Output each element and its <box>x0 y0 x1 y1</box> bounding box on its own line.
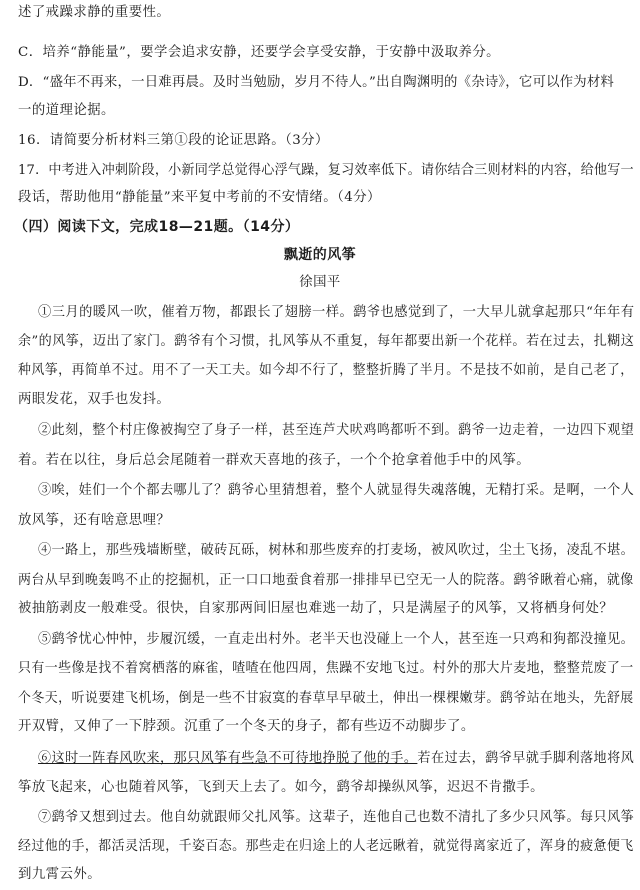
paragraph-3-line: 放风筝，还有啥意思哩？ <box>18 513 171 528</box>
paragraph-2-line: ②此刻，整个村庄像被掏空了身子一样，甚至连芦犬吠鸡鸣都听不到。鹞爷一边走着，一边四下观望 <box>38 423 635 438</box>
paragraph-6-line <box>38 750 634 768</box>
paragraph-6-rest: 若在过去，鹞爷早就手脚利落地将风 <box>417 751 635 766</box>
paragraph-4-line: ④一路上，那些残墙断壁，破砖瓦砾，树林和那些废弃的打麦场，被风吹过，尘土飞扬，凌乱不堪。 <box>38 543 635 558</box>
paragraph-1-line: ①三月的暖风一吹，催着万物，都跟长了翅膀一样。鹞爷也感觉到了，一大早儿就拿起那只“年年有 <box>38 305 635 320</box>
paragraph-3-line: ③唉，娃们一个个都去哪儿了？鹞爷心里猜想着，整个人就显得失魂落魄，无精打采。是啊，一个人 <box>38 483 635 498</box>
paragraph-7-line: 经过他的手，都活灵活现，千姿百态。那些走在归途上的人老远瞅着，就觉得离家近了，浑身的疲惫便飞 <box>18 839 634 854</box>
paragraph-7-line: ⑦鹞爷又想到过去。他自幼就跟师父扎风筝。这辈子，连他自己也数不清扎了多少只风筝。每只风筝 <box>38 810 635 825</box>
paragraph-1-line: 余”的风筝，迈出了家门。鹞爷有个习惯，扎风筝从不重复，每年都要出新一个花样。若在过去，扎糊这 <box>18 334 635 349</box>
option-c: C．培养“静能量”，要学会追求安静，还要学会享受安静，于安静中汲取养分。 <box>18 45 501 60</box>
paragraph-5-line: 只有一些像是找不着窝栖落的麻雀，喳喳在他四周，焦躁不安地飞过。村外的那大片麦地，整整荒废了一 <box>18 661 634 676</box>
paragraph-1-line: 两眼发花，双手也发抖。 <box>18 392 171 407</box>
article-title: 飘逝的风筝 <box>283 247 357 263</box>
paragraph-5-line: 个冬天，听说要建飞机场，倒是一些不甘寂寞的春草早早破土，伸出一棵棵嫩芽。鹞爷站在地头，先舒展 <box>18 691 634 706</box>
underlined-sentence: ⑥这时一阵春风吹来，那只风筝有些急不可待地挣脱了他的手。 <box>38 751 418 766</box>
paragraph-4-line: 两台从早到晚轰鸣不止的挖掘机，正一口口地蚕食着那一排排早已空无一人的院落。鹞爷瞅着心痛，就像 <box>18 573 634 588</box>
question-17-line2: 段话，帮助他用“静能量”来平复中考前的不安情绪。（4分） <box>18 190 381 205</box>
paragraph-5-line: ⑤鹞爷忧心忡忡，步履沉缓，一直走出村外。老半天也没碰上一个人，甚至连一只鸡和狗都没撞见。 <box>38 632 635 647</box>
paragraph-6-line: 筝放飞起来，心也随着风筝，飞到天上去了。如今，鹞爷却操纵风筝，迟迟不肯撒手。 <box>18 780 544 795</box>
article-author: 徐国平 <box>299 275 341 290</box>
paragraph-5-line: 开双臂，又伸了一下脖颈。沉重了一个冬天的身子，都有些迈不动脚步了。 <box>18 719 475 734</box>
paragraph-7-line: 到九霄云外。 <box>18 867 102 882</box>
paragraph-1-line: 种风筝，再简单不过。用不了一天工夫。如今却不行了，整整折腾了半月。不是技不如前，是自己老了， <box>18 363 634 378</box>
section-heading: （四）阅读下文，完成18—21题。（14分） <box>14 219 300 235</box>
paragraph-4-line: 被抽筋剥皮一般难受。很快，自家那两间旧屋也难逃一劫了，只是满屋子的风筝，又将栖身何处？ <box>18 601 614 616</box>
option-d-line2: 一的道理论据。 <box>18 103 115 118</box>
option-d-line1: D．“盛年不再来，一日难再晨。及时当勉励，岁月不待人。”出自陶渊明的《杂诗》，它可以作为材料 <box>18 75 615 90</box>
question-16: 16．请简要分析材料三第①段的论证思路。（3分） <box>18 133 329 148</box>
question-17-line1: 17．中考进入冲刺阶段，小新同学总觉得心浮气躁，复习效率低下。请你结合三则材料的内容，给他写一 <box>18 163 634 178</box>
paragraph-2-line: 着。若在以往，身后总会尾随着一群欢天喜地的孩子，一个个抢拿着他手中的风筝。 <box>18 453 531 468</box>
option-b-tail: 述了戒躁求静的重要性。 <box>18 5 171 20</box>
